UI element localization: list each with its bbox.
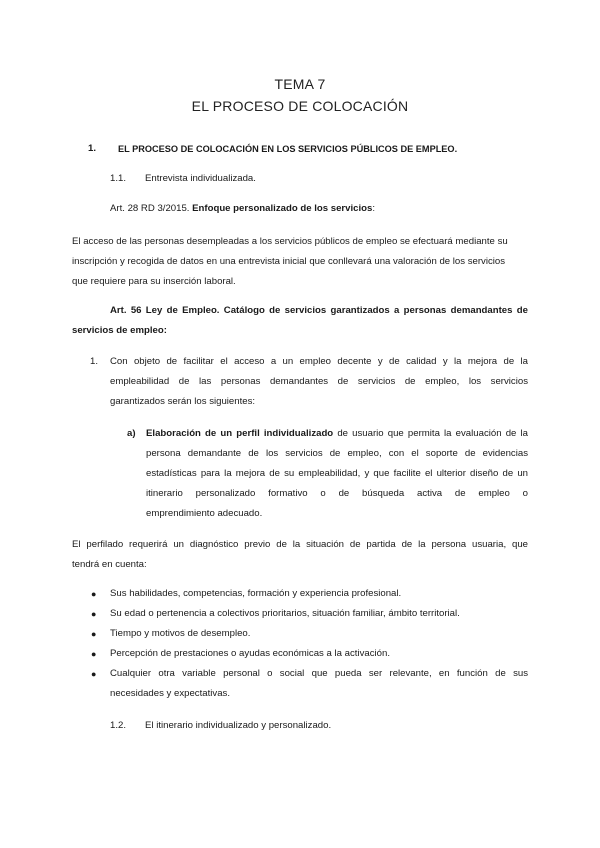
article-28-heading <box>110 199 375 219</box>
paragraph-line: El perfilado requerirá un diagnóstico previo de la situación de partida de la persona usuaria, que <box>72 539 528 550</box>
paragraph-line: inscripción y recogida de datos en una entrevista inicial que conllevará una valoración de los servicios <box>72 256 506 267</box>
subsection-title: El itinerario individualizado y personalizado. <box>145 720 332 731</box>
list-item-line: estadísticas para la mejora de su empleabilidad, y que facilite el ulterior diseño de un <box>146 468 528 479</box>
bullet-icon: ● <box>91 629 97 639</box>
list-item-text: de usuario que permita la evaluación de la <box>337 428 528 439</box>
paragraph-line: que requiere para su inserción laboral. <box>72 276 236 287</box>
list-item-line <box>146 424 528 444</box>
bullet-item: Cualquier otra variable personal o social que pueda ser relevante, en función de sus <box>110 668 528 679</box>
article-56-heading: Art. 56 Ley de Empleo. Catálogo de servicios garantizados a personas demandantes de <box>110 305 528 316</box>
bullet-item: Percepción de prestaciones o ayudas económicas a la activación. <box>110 648 390 659</box>
bullet-item: Su edad o pertenencia a colectivos prioritarios, situación familiar, ámbito territorial. <box>110 608 460 619</box>
doc-title: TEMA 7 <box>274 76 326 92</box>
section-heading: EL PROCESO DE COLOCACIÓN EN LOS SERVICIOS PÚBLICOS DE EMPLEO. <box>118 144 458 154</box>
bullet-icon: ● <box>91 669 97 679</box>
subsection-title: Entrevista individualizada. <box>145 173 256 184</box>
paragraph-line: tendrá en cuenta: <box>72 559 147 570</box>
article-56-heading-cont: servicios de empleo: <box>72 325 167 336</box>
list-item-line: garantizados serán los siguientes: <box>110 396 256 407</box>
subsection-number: 1.2. <box>110 720 127 731</box>
bullet-item-cont: necesidades y expectativas. <box>110 688 230 699</box>
article-28-ref: Art. 28 RD 3/2015. <box>110 203 190 214</box>
article-28-colon: : <box>372 203 376 214</box>
bullet-item: Sus habilidades, competencias, formación y experiencia profesional. <box>110 588 402 599</box>
bullet-icon: ● <box>91 589 97 599</box>
list-item-line: itinerario personalizado formativo o de búsqueda activa de empleo o <box>146 488 528 499</box>
list-letter: a) <box>127 428 136 439</box>
list-item-bold: Elaboración de un perfil individualizado <box>146 428 334 439</box>
list-item-line: empleabilidad de las personas demandantes de servicios de empleo, los servicios <box>110 376 528 387</box>
bullet-icon: ● <box>91 609 97 619</box>
section-number: 1. <box>88 143 97 154</box>
bullet-icon: ● <box>91 649 97 659</box>
list-number: 1. <box>90 356 99 367</box>
list-item-line: emprendimiento adecuado. <box>146 508 263 519</box>
subsection-number: 1.1. <box>110 173 127 184</box>
paragraph-line: El acceso de las personas desempleadas a los servicios públicos de empleo se efectuará mediante su <box>72 236 508 247</box>
article-28-title: Enfoque personalizado de los servicios <box>192 203 373 214</box>
bullet-item: Tiempo y motivos de desempleo. <box>110 628 251 639</box>
list-item-line: persona demandante de los servicios de empleo, con el soporte de evidencias <box>146 448 528 459</box>
doc-subtitle: EL PROCESO DE COLOCACIÓN <box>191 98 409 114</box>
list-item-line: Con objeto de facilitar el acceso a un empleo decente y de calidad y la mejora de la <box>110 356 528 367</box>
